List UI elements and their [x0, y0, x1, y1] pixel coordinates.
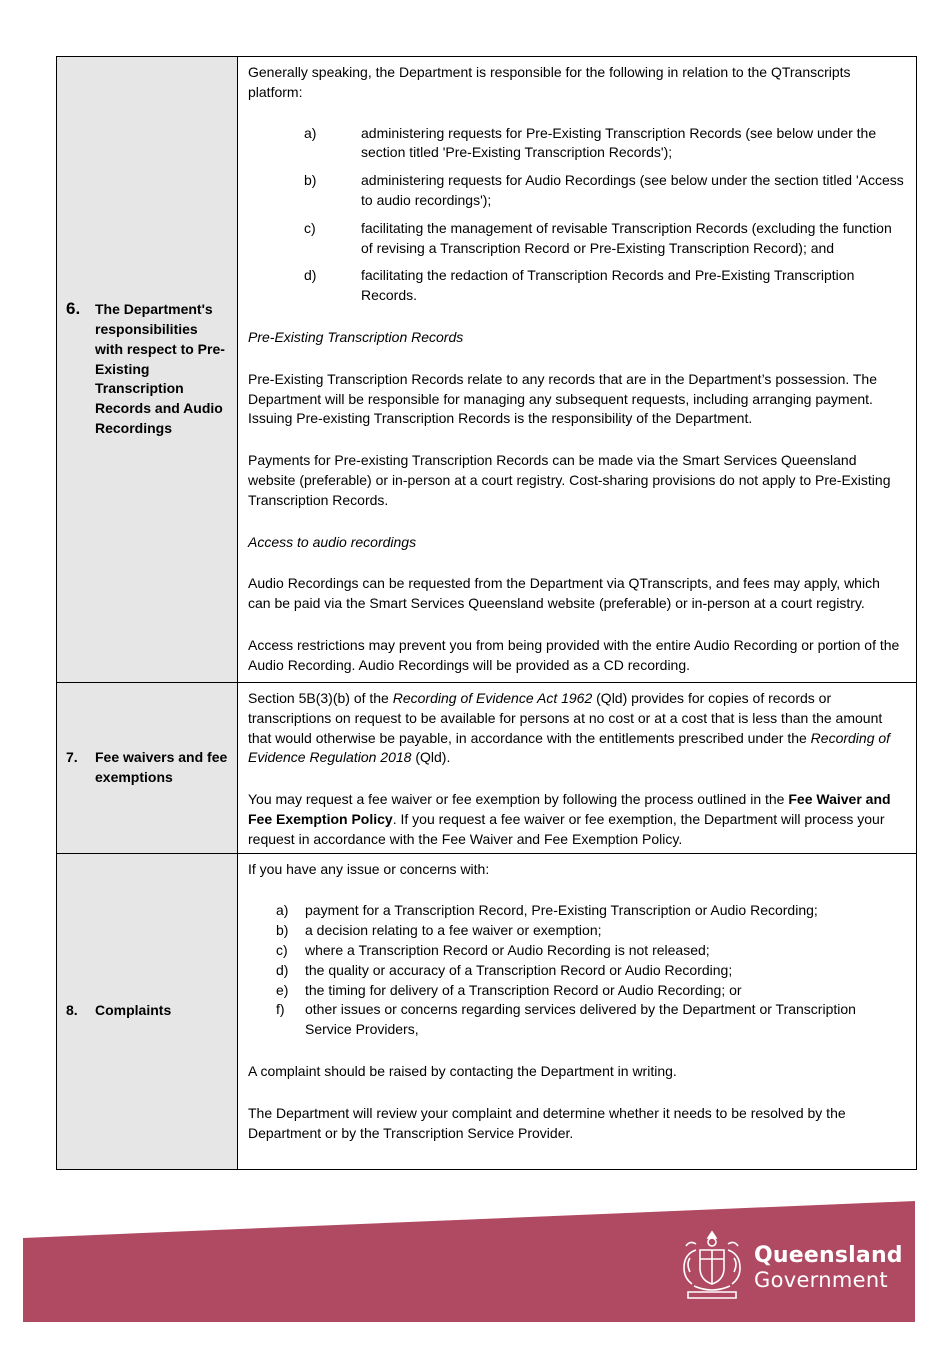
section-content-cell — [238, 683, 917, 854]
regulation-title: Recording of Evidence Regulation 2018 — [248, 729, 891, 766]
paragraph: Pre-Existing Transcription Records relate to any records that are in the Department’s possession. The Department will be responsible for managing any subsequent requests, including arranging payment. Issuing Pre-existing Transcription Records is the responsibility of the Department. — [248, 370, 878, 427]
section-label-cell — [57, 853, 238, 1169]
policy-title: Fee Waiver and Fee Exemption Policy — [248, 791, 891, 827]
paragraph — [248, 689, 906, 768]
list-item — [248, 124, 906, 164]
paragraph: A complaint should be raised by contacting the Department in writing. — [248, 1062, 677, 1079]
intro-paragraph: If you have any issue or concerns with: — [248, 860, 490, 877]
logo-text-government: Government — [754, 1268, 888, 1292]
responsibilities-table — [56, 56, 917, 1170]
responsibility-list — [248, 124, 906, 306]
table-row — [57, 683, 917, 854]
list-item — [248, 266, 906, 306]
queensland-government-logo — [676, 1228, 903, 1304]
section-number: 8. — [66, 1002, 78, 1019]
section-title: The Department's responsibilities with respect to Pre-Existing Transcription Records and Audio Recordings — [95, 301, 225, 436]
subheading-audio: Access to audio recordings — [248, 533, 417, 550]
logo-text-queensland: Queensland — [754, 1243, 903, 1268]
list-marker: b) — [276, 922, 289, 939]
list-marker: c) — [276, 941, 288, 958]
section-content-cell — [238, 57, 917, 683]
act-title: Recording of Evidence Act 1962 — [392, 690, 593, 706]
section-content-cell — [238, 853, 917, 1169]
intro-paragraph: Generally speaking, the Department is responsible for the following in relation to the QTranscripts platform: — [248, 64, 851, 100]
list-text: a decision relating to a fee waiver or exemption; — [305, 922, 602, 939]
queensland-coat-of-arms-icon — [676, 1228, 748, 1304]
text-run: (Qld). — [411, 749, 451, 766]
section-label-cell — [57, 683, 238, 854]
table-row — [57, 853, 917, 1169]
paragraph — [248, 790, 906, 849]
section-title: Fee waivers and fee exemptions — [95, 748, 228, 785]
paragraph: Payments for Pre-existing Transcription Records can be made via the Smart Services Queensland website (preferable) or in-person at a court registry. Cost-sharing provisions do not apply to Pre-Existing Transcription Records. — [248, 452, 891, 508]
list-text: facilitating the redaction of Transcription Records and Pre-Existing Transcription Records. — [361, 267, 855, 304]
list-text: other issues or concerns regarding services delivered by the Department or Transcription Service Providers, — [305, 1001, 856, 1038]
section-number: 6. — [66, 299, 81, 319]
list-item — [248, 921, 906, 941]
subheading-pre-existing: Pre-Existing Transcription Records — [248, 328, 464, 345]
paragraph: Audio Recordings can be requested from the Department via QTranscripts, and fees may apply, which can be paid via the Smart Services Queensland website (preferable) or in-person at a court registry. — [248, 575, 880, 612]
list-marker: c) — [304, 219, 316, 236]
section-label-cell — [57, 57, 238, 683]
list-text: administering requests for Pre-Existing Transcription Records (see below under the section titled 'Pre-Existing Transcription Records'); — [361, 124, 877, 161]
list-item — [248, 219, 906, 259]
list-marker: d) — [276, 961, 289, 978]
table-row — [57, 57, 917, 683]
paragraph: The Department will review your complaint and determine whether it needs to be resolved by the Department or by the Transcription Service Provider. — [248, 1104, 846, 1141]
list-marker: d) — [304, 267, 317, 284]
list-item — [248, 1000, 906, 1040]
list-item — [248, 171, 906, 211]
list-marker: a) — [276, 902, 289, 919]
text-run: You may request a fee waiver or fee exemption by following the process outlined in the — [248, 791, 789, 808]
list-marker: a) — [304, 124, 317, 141]
complaint-list — [248, 901, 906, 1040]
list-item — [248, 981, 906, 1001]
list-text: the timing for delivery of a Transcription Record or Audio Recording; or — [305, 981, 742, 998]
list-text: payment for a Transcription Record, Pre-Existing Transcription or Audio Recording; — [305, 902, 818, 919]
section-number: 7. — [66, 748, 78, 765]
text-run: (Qld) provides for copies of records or transcriptions on request to be available for persons at no cost or at a cost that is less than the amount that would otherwise be payable, in accordance with the entitlements prescribed under the — [248, 690, 883, 746]
paragraph: Access restrictions may prevent you from being provided with the entire Audio Recording or portion of the Audio Recording. Audio Recordings will be provided as a CD recording. — [248, 636, 900, 673]
text-run: Section 5B(3)(b) of the — [248, 690, 393, 706]
list-item — [248, 961, 906, 981]
list-text: facilitating the management of revisable Transcription Records (excluding the function of revising a Transcription Record or Pre-Existing Transcription Record); and — [361, 219, 892, 256]
list-item — [248, 941, 906, 961]
list-marker: e) — [276, 981, 289, 998]
list-text: the quality or accuracy of a Transcription Record or Audio Recording; — [305, 961, 733, 978]
section-title: Complaints — [95, 1002, 172, 1019]
list-marker: b) — [304, 172, 317, 189]
list-text: where a Transcription Record or Audio Recording is not released; — [305, 941, 710, 958]
list-text: administering requests for Audio Recordings (see below under the section titled 'Access to audio recordings'); — [361, 172, 904, 208]
list-item — [248, 901, 906, 921]
text-run: . If you request a fee waiver or fee exemption, the Department will process your request in accordance with the Fee Waiver and Fee Exemption Policy. — [248, 810, 885, 847]
list-marker: f) — [276, 1001, 285, 1018]
